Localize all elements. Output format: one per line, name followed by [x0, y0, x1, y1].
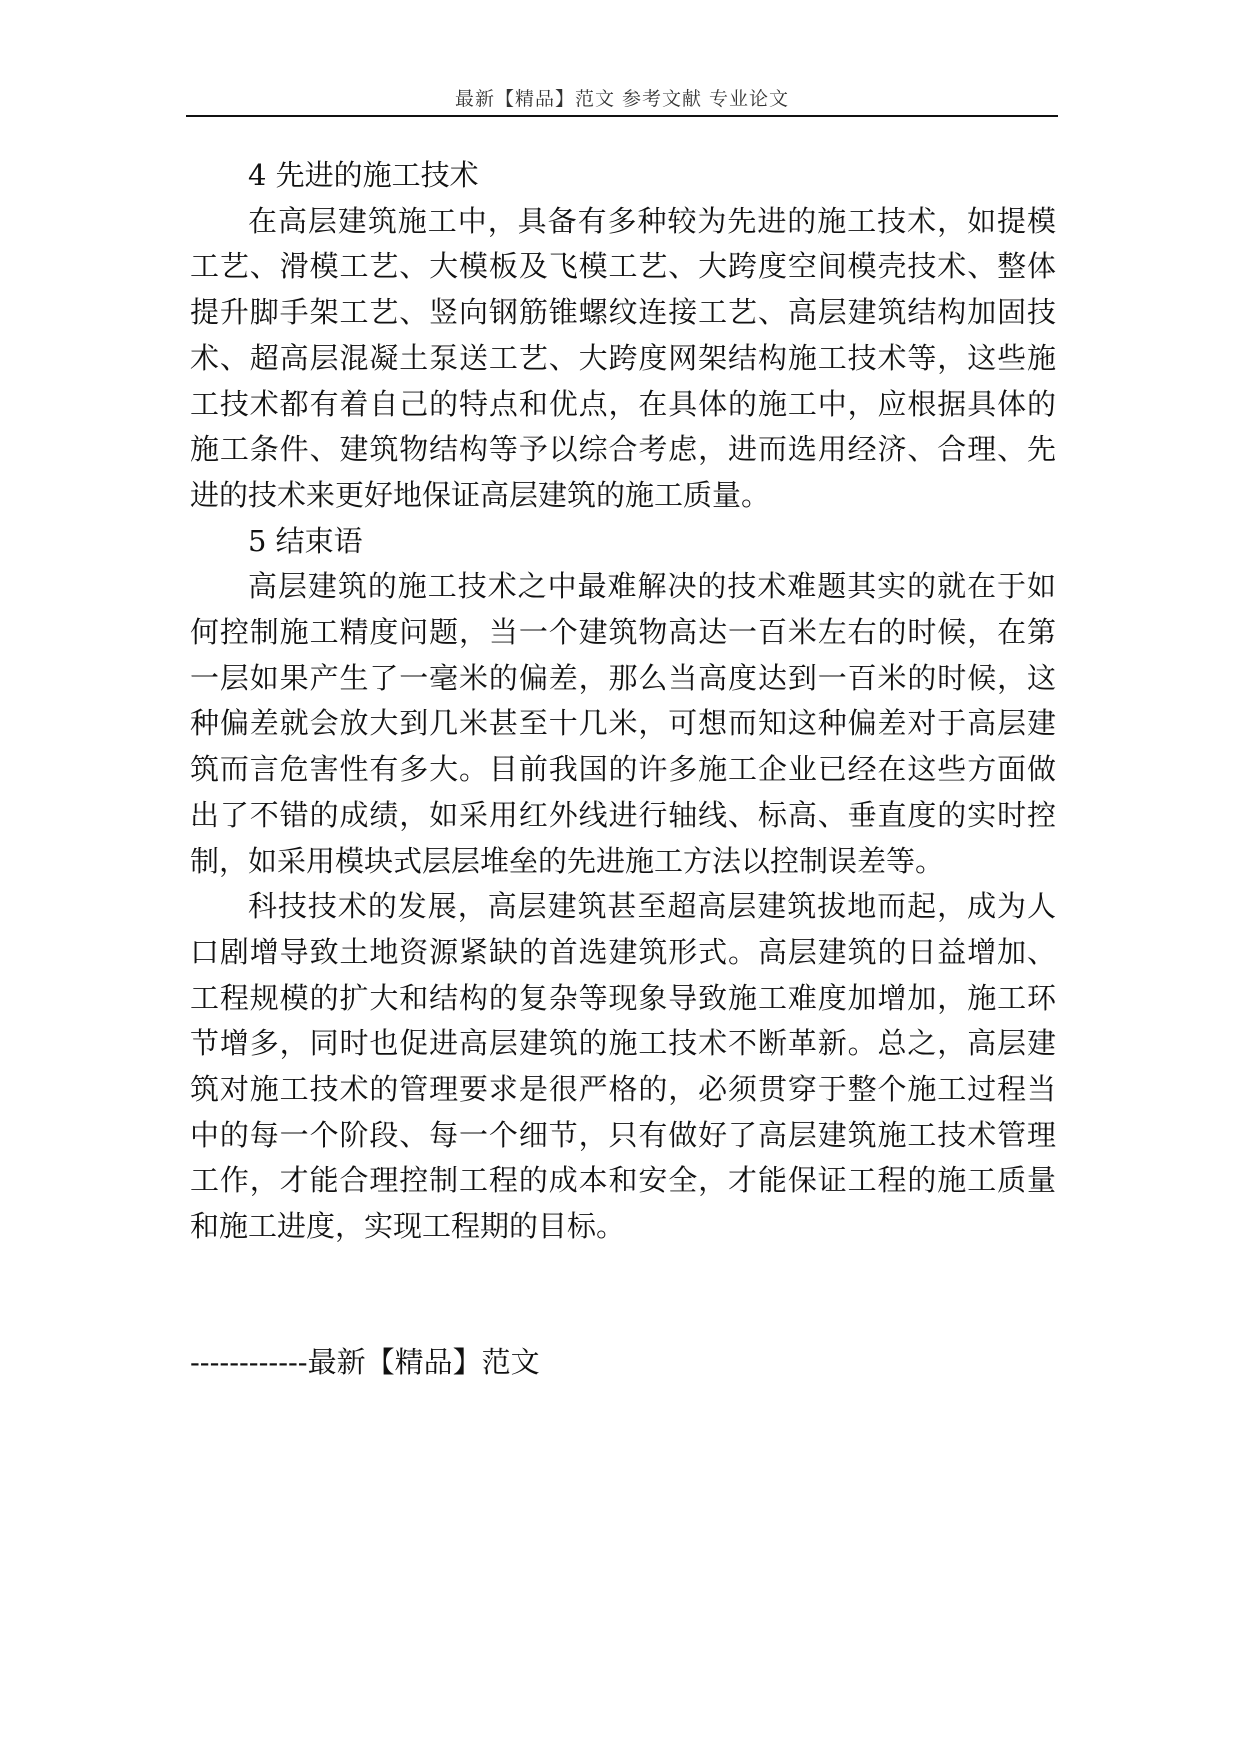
header-divider [186, 115, 1058, 117]
paragraph-advanced-techniques: 在高层建筑施工中，具备有多种较为先进的施工技术，如提模工艺、滑模工艺、大模板及飞模工艺、大跨度空间模壳技术、整体提升脚手架工艺、竖向钢筋锥螺纹连接工艺、高层建筑结构加固技术、超高层混凝土泵送工艺、大跨度网架结构施工技术等，这些施工技术都有着自己的特点和优点，在具体的施工中，应根据具体的施工条件、建筑物结构等予以综合考虑，进而选用经济、合理、先进的技术来更好地保证高层建筑的施工质量。 [190, 203, 1056, 512]
page-header: 最新【精品】范文 参考文献 专业论文 [454, 88, 790, 110]
section-heading-5: 5 结束语 [248, 523, 363, 558]
document-body [190, 153, 1056, 1250]
page-footer: ------------最新【精品】范文 [190, 1345, 540, 1379]
paragraph-conclusion: 科技技术的发展，高层建筑甚至超高层建筑拔地而起，成为人口剧增导致土地资源紧缺的首选建筑形式。高层建筑的日益增加、工程规模的扩大和结构的复杂等现象导致施工难度加增加，施工环节增多，同时也促进高层建筑的施工技术不断革新。总之，高层建筑对施工技术的管理要求是很严格的，必须贯穿于整个施工过程当中的每一个阶段、每一个细节，只有做好了高层建筑施工技术管理工作，才能合理控制工程的成本和安全，才能保证工程的施工质量和施工进度，实现工程期的目标。 [190, 889, 1056, 1244]
paragraph-precision-control: 高层建筑的施工技术之中最难解决的技术难题其实的就在于如何控制施工精度问题，当一个建筑物高达一百米左右的时候，在第一层如果产生了一毫米的偏差，那么当高度达到一百米的时候，这种偏差就会放大到几米甚至十几米，可想而知这种偏差对于高层建筑而言危害性有多大。目前我国的许多施工企业已经在这些方面做出了不错的成绩，如采用红外线进行轴线、标高、垂直度的实时控制，如采用模块式层层堆垒的先进施工方法以控制误差等。 [190, 569, 1056, 878]
section-heading-4: 4 先进的施工技术 [248, 158, 479, 192]
